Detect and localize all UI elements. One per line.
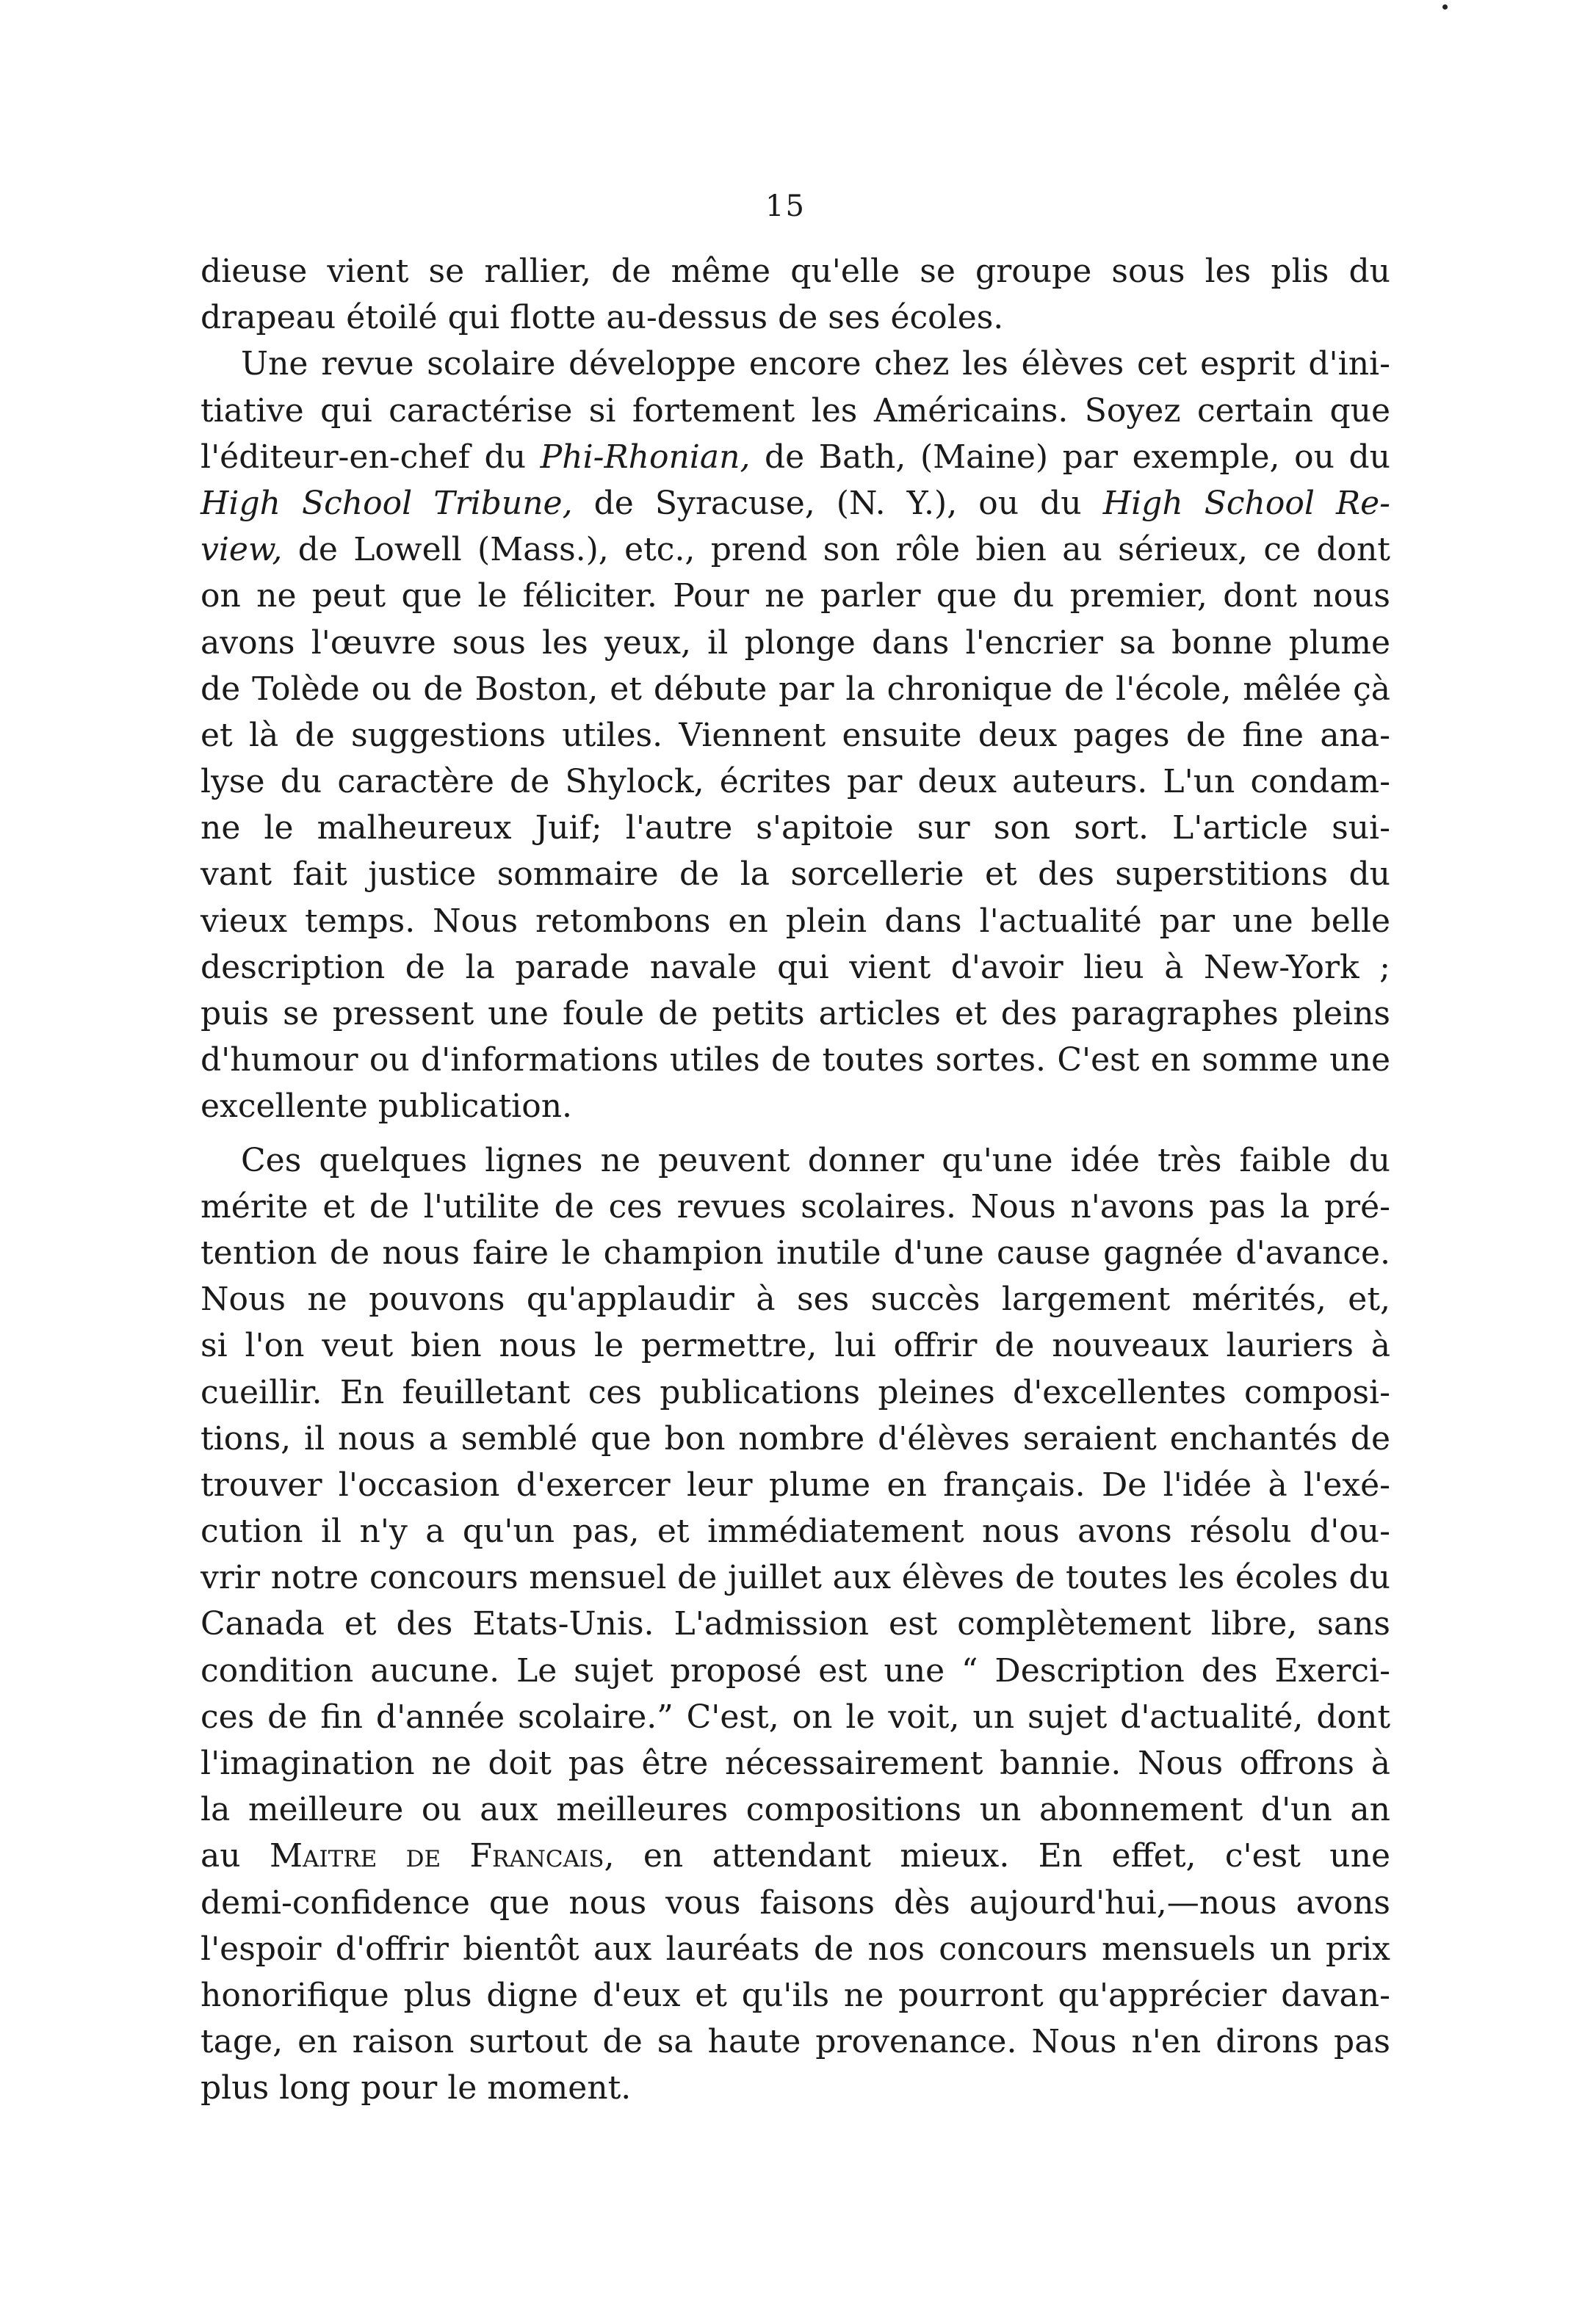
text-line: Une revue scolaire développe encore chez les élèves cet esprit d'ini- — [241, 345, 1390, 383]
text-line: cution il n'y a qu'un pas, et immédiatement nous avons résolu d'ou- — [201, 1513, 1390, 1551]
journal-title: Phi-Rhonian, — [540, 438, 751, 476]
text-line: vant fait justice sommaire de la sorcellerie et des superstitions du — [201, 855, 1390, 894]
text-line: description de la parade navale qui vient d'avoir lieu à New-York ; — [201, 948, 1390, 986]
text-line: drapeau étoilé qui flotte au-dessus de ses écoles. — [201, 299, 1004, 337]
body-text — [201, 248, 1390, 2112]
text-line: ces de fin d'année scolaire.” C'est, on le voit, un sujet d'actualité, dont — [201, 1698, 1390, 1736]
journal-title: view, — [201, 531, 283, 569]
text-line: view, de Lowell (Mass.), etc., prend son rôle bien au sérieux, ce dont — [201, 531, 1390, 569]
text-line: d'humour ou d'informations utiles de toutes sortes. C'est en somme une — [201, 1041, 1390, 1079]
text-line: Canada et des Etats-Unis. L'admission est complètement libre, sans — [201, 1605, 1390, 1643]
text-line: lyse du caractère de Shylock, écrites par deux auteurs. L'un condam- — [201, 763, 1390, 801]
text-line: ne le malheureux Juif; l'autre s'apitoie sur son sort. L'article sui- — [201, 809, 1390, 847]
text-line: puis se pressent une foule de petits articles et des paragraphes pleins — [201, 995, 1390, 1032]
text-line: l'espoir d'offrir bientôt aux lauréats de nos concours mensuels un prix — [201, 1930, 1390, 1968]
text-line: et là de suggestions utiles. Viennent ensuite deux pages de fine ana- — [201, 716, 1390, 754]
text-line: excellente publication. — [201, 1087, 573, 1126]
text-line: si l'on veut bien nous le permettre, lui offrir de nouveaux lauriers à — [201, 1327, 1390, 1365]
text-line: vieux temps. Nous retombons en plein dans l'actualité par une belle — [201, 902, 1390, 940]
text-line: plus long pour le moment. — [201, 2069, 632, 2107]
text-line: tention de nous faire le champion inutile d'une cause gagnée d'avance. — [201, 1234, 1390, 1272]
text-line: tions, il nous a semblé que bon nombre d'élèves seraient enchantés de — [201, 1419, 1390, 1458]
text-line: Ces quelques lignes ne peuvent donner qu'une idée très faible du — [241, 1141, 1390, 1179]
text-line: honorifique plus digne d'eux et qu'ils ne pourront qu'apprécier davan- — [201, 1976, 1390, 2014]
text-line: mérite et de l'utilite de ces revues scolaires. Nous n'avons pas la pré- — [201, 1187, 1390, 1226]
journal-title: High School Tribune, — [201, 484, 573, 522]
ink-speck — [1442, 4, 1448, 10]
text-line: tiative qui caractérise si fortement les Américains. Soyez certain que — [201, 391, 1390, 430]
text-line: cueillir. En feuilletant ces publications pleines d'excellentes composi- — [201, 1373, 1390, 1411]
text-line: dieuse vient se rallier, de même qu'elle se groupe sous les plis du — [201, 253, 1390, 290]
text-line: on ne peut que le féliciter. Pour ne parler que du premier, dont nous — [201, 577, 1390, 615]
journal-title: Maitre de Francais, — [269, 1837, 615, 1875]
text-line: de Tolède ou de Boston, et débute par la chronique de l'école, mêlée çà — [201, 670, 1390, 708]
text-line: vrir notre concours mensuel de juillet aux élèves de toutes les écoles du — [201, 1559, 1390, 1597]
text-line: demi-confidence que nous vous faisons dès aujourd'hui,—nous avons — [201, 1883, 1390, 1922]
text-line: avons l'œuvre sous les yeux, il plonge dans l'encrier sa bonne plume — [201, 623, 1390, 662]
text-line: la meilleure ou aux meilleures compositions un abonnement d'un an — [201, 1791, 1390, 1829]
text-line: l'imagination ne doit pas être nécessairement bannie. Nous offrons à — [201, 1745, 1390, 1782]
text-line: Nous ne pouvons qu'applaudir à ses succès largement mérités, et, — [201, 1281, 1390, 1319]
journal-title: High School Re- — [1102, 484, 1390, 522]
text-line: condition aucune. Le sujet proposé est une “ Description des Exerci- — [201, 1651, 1390, 1690]
text-line: trouver l'occasion d'exercer leur plume en français. De l'idée à l'exé- — [201, 1466, 1390, 1504]
text-line: tage, en raison surtout de sa haute provenance. Nous n'en dirons pas — [201, 2023, 1390, 2061]
page-number: 15 — [765, 189, 806, 223]
text-line: l'éditeur-en-chef du Phi-Rhonian, de Bath, (Maine) par exemple, ou du — [201, 438, 1390, 476]
text-line: au Maitre de Francais, en attendant mieux. En effet, c'est une — [201, 1837, 1390, 1875]
text-line: High School Tribune, de Syracuse, (N. Y.), ou du High School Re- — [201, 484, 1390, 522]
